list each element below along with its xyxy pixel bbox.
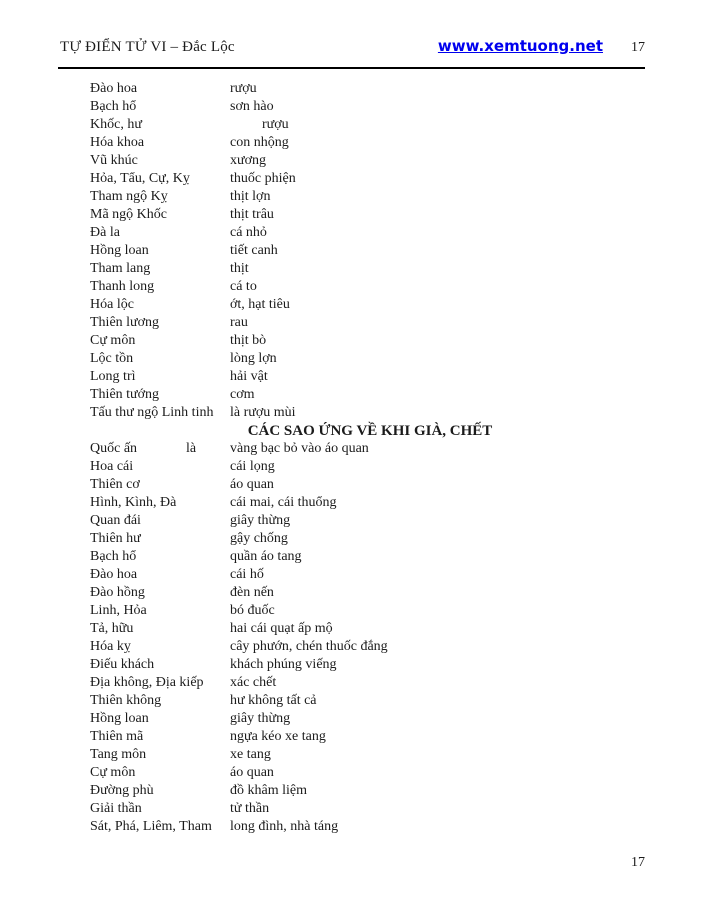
table-row	[90, 530, 650, 548]
meaning-cell: thịt	[230, 261, 249, 276]
term-cell: Thiên cơ	[90, 477, 140, 492]
table-row	[90, 782, 650, 800]
page-header	[60, 37, 645, 59]
term-cell: Cự môn	[90, 333, 136, 348]
meaning-cell: giây thừng	[230, 711, 291, 726]
table-row	[90, 710, 650, 728]
term-cell: Tang môn	[90, 747, 147, 762]
table-row	[90, 386, 650, 404]
meaning-cell: cơm	[230, 387, 255, 402]
table-row	[90, 440, 650, 458]
term-cell: Bạch hổ	[90, 99, 137, 114]
meaning-cell: ngựa kéo xe tang	[230, 729, 326, 744]
meaning-cell: sơn hào	[230, 99, 274, 114]
table-row	[90, 242, 650, 260]
meaning-cell: áo quan	[230, 765, 274, 780]
term-cell: Khốc, hư	[90, 117, 142, 132]
term-cell: Đào hồng	[90, 585, 145, 600]
table-row	[90, 314, 650, 332]
website-link[interactable]: www.xemtuong.net	[437, 37, 603, 55]
meaning-cell: tiết canh	[230, 243, 278, 258]
term-cell: Cự môn	[90, 765, 136, 780]
table-row	[90, 692, 650, 710]
table-row	[90, 548, 650, 566]
meaning-cell: tử thần	[230, 801, 270, 816]
meaning-cell: thịt bò	[230, 333, 267, 348]
term-cell: Thiên lương	[90, 315, 160, 330]
term-cell: Hóa lộc	[90, 297, 134, 312]
meaning-cell: vàng bạc bỏ vào áo quan	[230, 441, 369, 456]
meaning-cell: quần áo tang	[230, 549, 302, 564]
meaning-cell: thịt trâu	[230, 207, 274, 222]
term-cell: Hình, Kình, Đà	[90, 495, 177, 510]
table-row	[90, 278, 650, 296]
meaning-cell: cái lọng	[230, 459, 275, 474]
term-cell: Điếu khách	[90, 657, 155, 672]
meaning-cell: con nhộng	[230, 135, 289, 150]
term-cell: Hồng loan	[90, 243, 149, 258]
term-cell: Hỏa, Tẩu, Cự, Kỵ	[90, 171, 190, 186]
meaning-cell: xương	[230, 153, 266, 168]
star-food-list	[90, 80, 650, 422]
table-row	[90, 116, 650, 134]
meaning-cell: áo quan	[230, 477, 274, 492]
term-cell: Tham ngộ Kỵ	[90, 189, 168, 204]
term-cell: Đà la	[90, 225, 120, 240]
meaning-cell: thuốc phiện	[230, 171, 296, 186]
term-cell: Thiên hư	[90, 531, 141, 546]
term-cell: Thiên không	[90, 693, 162, 708]
meaning-cell: cá nhỏ	[230, 225, 267, 240]
table-row	[90, 134, 650, 152]
term-cell: Hóa kỵ	[90, 639, 131, 654]
table-row	[90, 602, 650, 620]
term-cell: Tả, hữu	[90, 621, 134, 636]
table-row	[90, 512, 650, 530]
meaning-cell: cây phướn, chén thuốc đắng	[230, 639, 388, 654]
meaning-cell: là rượu mùi	[230, 405, 296, 420]
meaning-cell: hải vật	[230, 369, 268, 384]
meaning-cell: long đình, nhà táng	[230, 819, 339, 834]
table-row	[90, 728, 650, 746]
table-row	[90, 98, 650, 116]
table-row	[90, 224, 650, 242]
table-row	[90, 746, 650, 764]
table-row	[90, 674, 650, 692]
meaning-cell: hai cái quạt ấp mộ	[230, 621, 333, 636]
term-cell: Tấu thư ngộ Linh tinh	[90, 405, 214, 420]
meaning-cell: giây thừng	[230, 513, 291, 528]
term-cell: Giải thần	[90, 801, 142, 816]
header-divider	[58, 67, 645, 69]
table-row	[90, 152, 650, 170]
term-cell: Vũ khúc	[90, 153, 138, 168]
term-cell: Hồng loan	[90, 711, 149, 726]
term-cell: Lộc tồn	[90, 351, 134, 366]
table-row	[90, 80, 650, 98]
meaning-cell: xác chết	[230, 675, 277, 690]
meaning-cell: đèn nến	[230, 585, 274, 600]
meaning-cell: đồ khâm liệm	[230, 783, 307, 798]
term-cell: Sát, Phá, Liêm, Tham	[90, 819, 212, 834]
term-cell: Mã ngộ Khốc	[90, 207, 167, 222]
footer-page-number: 17	[631, 855, 645, 870]
table-row	[90, 764, 650, 782]
meaning-cell: lòng lợn	[230, 351, 277, 366]
section-heading: CÁC SAO ỨNG VỀ KHI GIÀ, CHẾT	[247, 423, 493, 439]
table-row	[90, 170, 650, 188]
meaning-cell: bó đuốc	[230, 603, 275, 618]
table-row	[90, 638, 650, 656]
meaning-cell: rượu	[230, 81, 257, 96]
header-right-group	[438, 37, 645, 56]
meaning-cell: rượu	[262, 117, 289, 132]
table-row	[90, 818, 650, 836]
table-row	[90, 368, 650, 386]
meaning-cell: hư không tất cả	[230, 693, 317, 708]
page-footer	[58, 855, 645, 871]
meaning-cell: thịt lợn	[230, 189, 271, 204]
term-cell: Địa không, Địa kiếp	[90, 675, 204, 690]
term-cell: Hoa cái	[90, 459, 134, 474]
document-title: TỰ ĐIỂN TỬ VI – Đắc Lộc	[60, 39, 235, 55]
meaning-cell: xe tang	[230, 747, 271, 762]
meaning-cell: cái hố	[230, 567, 264, 582]
table-row	[90, 458, 650, 476]
table-row	[90, 260, 650, 278]
linker-cell: là	[186, 441, 197, 456]
table-row	[90, 188, 650, 206]
table-row	[90, 350, 650, 368]
term-cell: Bạch hổ	[90, 549, 137, 564]
meaning-cell: cái mai, cái thuổng	[230, 495, 337, 510]
table-row	[90, 800, 650, 818]
table-row	[90, 296, 650, 314]
term-cell: Đường phù	[90, 783, 154, 798]
table-row	[90, 494, 650, 512]
meaning-cell: cá to	[230, 279, 257, 294]
meaning-cell: gậy chống	[230, 531, 288, 546]
table-row	[90, 584, 650, 602]
term-cell: Thiên mã	[90, 729, 144, 744]
term-cell: Quốc ấn là	[90, 441, 197, 456]
table-row	[90, 476, 650, 494]
table-row	[90, 656, 650, 674]
term-cell: Đào hoa	[90, 81, 138, 96]
table-row	[90, 206, 650, 224]
table-row	[90, 620, 650, 638]
document-body	[90, 80, 650, 836]
meaning-cell: khách phúng viếng	[230, 657, 337, 672]
star-death-list	[90, 440, 650, 836]
term-cell: Thiên tướng	[90, 387, 160, 402]
table-row	[90, 332, 650, 350]
term-cell: Đào hoa	[90, 567, 138, 582]
table-row	[90, 404, 650, 422]
term-cell: Long trì	[90, 369, 136, 384]
table-row	[90, 566, 650, 584]
term-cell: Hóa khoa	[90, 135, 145, 150]
term-cell: Tham lang	[90, 261, 151, 276]
meaning-cell: ớt, hạt tiêu	[230, 297, 290, 312]
term-cell: Thanh long	[90, 279, 155, 294]
term-cell: Quan đái	[90, 513, 141, 528]
meaning-cell: rau	[230, 315, 248, 330]
header-page-number: 17	[631, 40, 645, 55]
term-cell: Linh, Hỏa	[90, 603, 147, 618]
